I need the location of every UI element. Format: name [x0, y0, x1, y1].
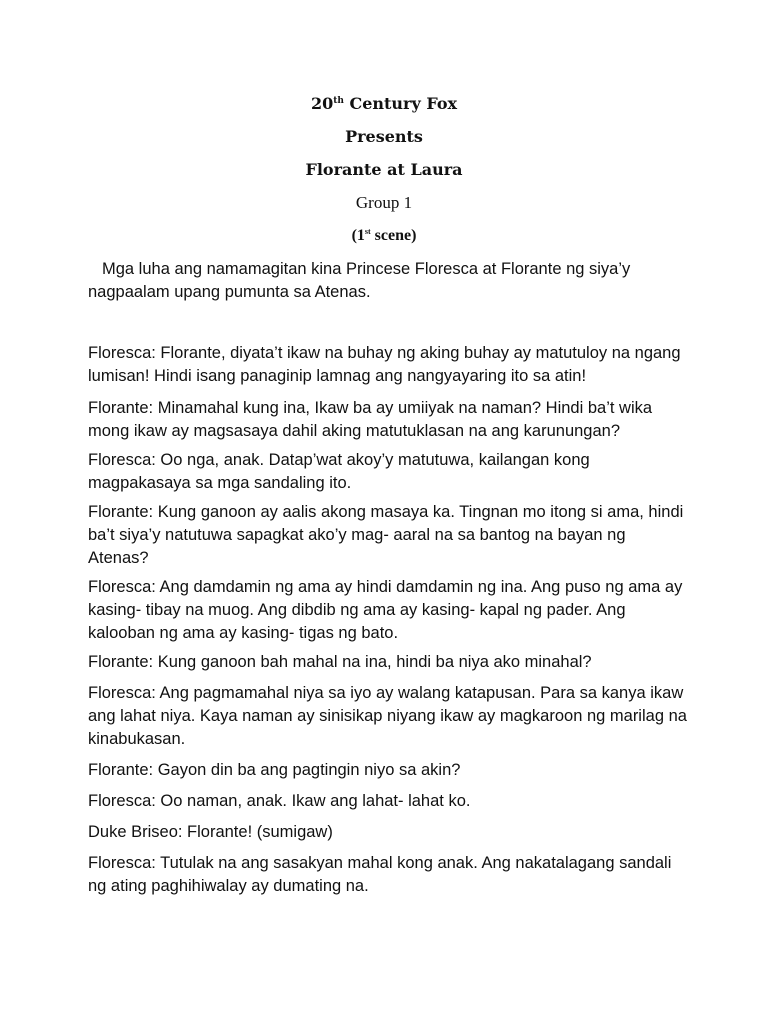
group-label: Group 1 — [355, 193, 413, 212]
dialogue-line: Florante: Kung ganoon ay aalis akong masaya ka. Tingnan mo itong si ama, hindi ba’t siya’y natutuwa sapagkat ako’y mag- aaral na sa bantog na bayan ng Atenas? — [88, 503, 684, 567]
studio-heading — [0, 94, 768, 114]
dialogue-line: Floresca: Ang pagmamahal niya sa iyo ay walang katapusan. Para sa kanya ikaw ang lahat niya. Kaya naman ay sinisikap niyang ikaw ay magkaroon ng marilag na kinabukasan. — [88, 684, 687, 748]
dialogue-line: Duke Briseo: Florante! (sumigaw) — [88, 823, 333, 841]
dialogue-line: Floresca: Tutulak na ang sasakyan mahal kong anak. Ang nakatalagang sandali ng ating paghihiwalay ay dumating na. — [88, 854, 672, 895]
dialogue-line: Floresca: Ang damdamin ng ama ay hindi damdamin ng ina. Ang puso ng ama ay kasing- tibay na muog. Ang dibdib ng ama ay kasing- kapal ng pader. Ang kalooban ng ama ay kasing- tigas ng bato. — [88, 578, 683, 642]
dialogue-line: Florante: Gayon din ba ang pagtingin niyo sa akin? — [88, 761, 461, 779]
dialogue-line: Floresca: Oo nga, anak. Datap’wat akoy’y matutuwa, kailangan kong magpakasaya sa mga sandaling ito. — [88, 451, 590, 492]
scene-open: (1 — [351, 227, 365, 244]
studio-name: Century Fox — [343, 94, 458, 113]
narration-paragraph: Mga luha ang namamagitan kina Princese Floresca at Florante ng siya’y nagpaalam upang pumunta sa Atenas. — [88, 260, 631, 301]
dialogue-line: Floresca: Oo naman, anak. Ikaw ang lahat- lahat ko. — [88, 792, 471, 810]
scene-rest: scene) — [370, 227, 417, 244]
dialogue-line: Florante: Minamahal kung ina, Ikaw ba ay umiiyak na naman? Hindi ba’t wika mong ikaw ay magsasaya dahil aking matutuklasan na ang karunungan? — [88, 399, 653, 440]
studio-ordinal: th — [333, 96, 344, 106]
studio-number: 20 — [310, 94, 334, 113]
scene-heading — [0, 226, 768, 246]
presents-heading: Presents — [345, 127, 423, 146]
dialogue-line: Floresca: Florante, diyata’t ikaw na buhay ng aking buhay ay matutuloy na ngang lumisan! Hindi isang panaginip lamnag ang nangyayaring ito sa atin! — [88, 344, 681, 385]
scene-ordinal: st — [364, 227, 371, 236]
play-title: Florante at Laura — [305, 160, 463, 179]
dialogue-line: Florante: Kung ganoon bah mahal na ina, hindi ba niya ako minahal? — [88, 653, 592, 671]
